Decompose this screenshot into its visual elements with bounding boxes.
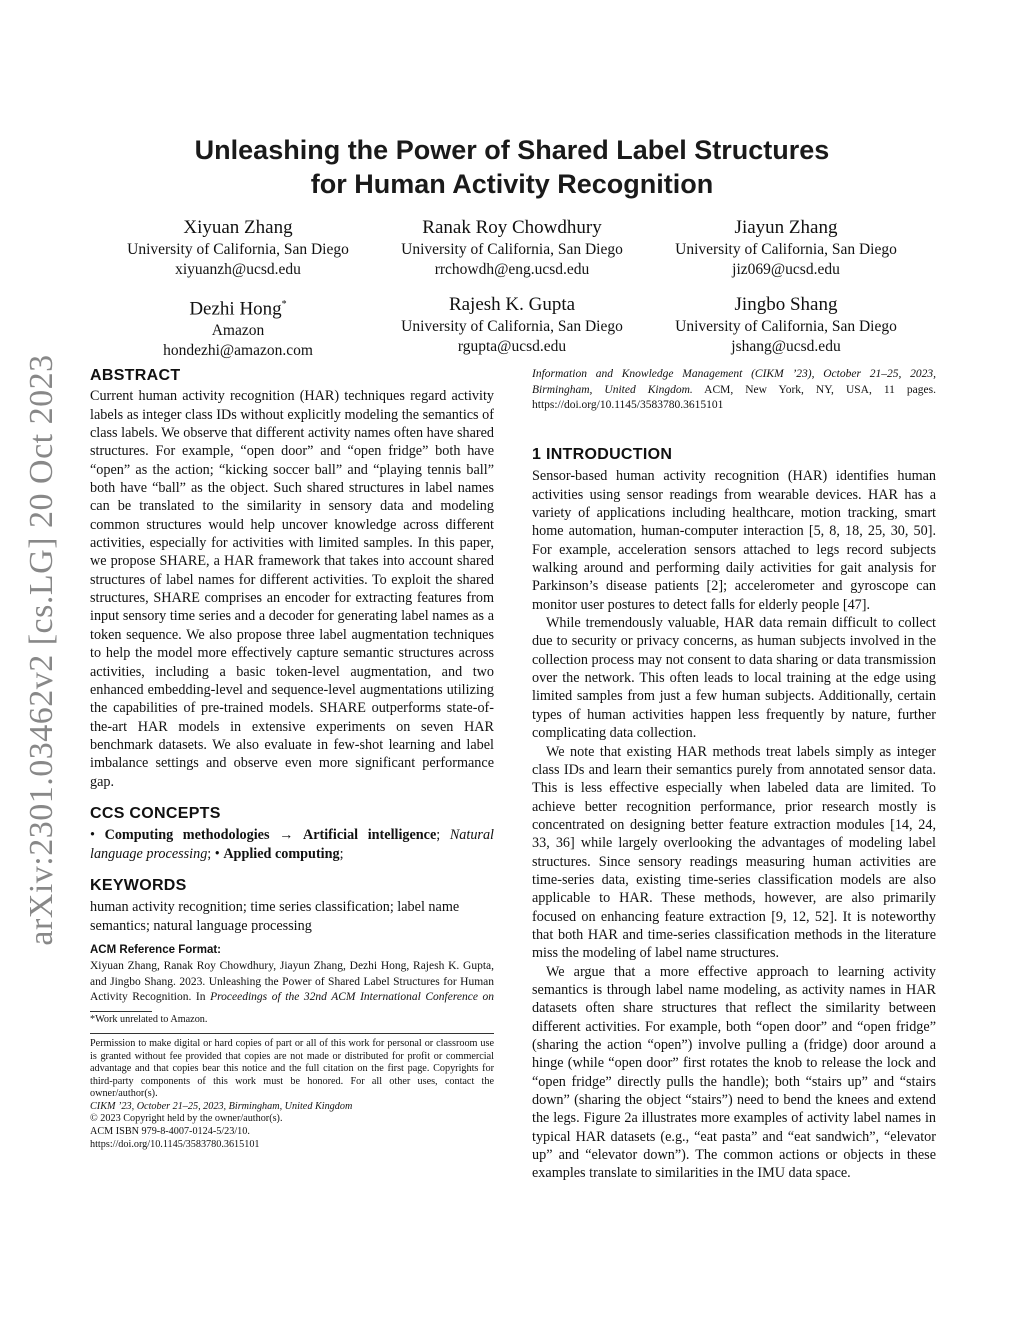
- left-column: [90, 367, 494, 1151]
- author-block: [382, 293, 642, 356]
- acm-reference-heading: ACM Reference Format:: [90, 943, 221, 956]
- author-block: [656, 293, 916, 356]
- doi-link[interactable]: https://doi.org/10.1145/3583780.3615101: [90, 1138, 260, 1150]
- author-block: [382, 216, 642, 279]
- intro-paragraph: While tremendously valuable, HAR data remain difficult to collect due to security or privacy concerns, as human subjects involved in the collection process may not consent to data sharing or data transmission over the network. This often leads to local training at the edge using limited samples from just a few human subjects. Additionally, certain types of human activities happen less frequently by nature, further complicating data collection.: [532, 615, 936, 742]
- ccs-term: Natural language processing: [90, 827, 494, 862]
- copyright-line: © 2023 Copyright held by the owner/author(s).: [90, 1113, 283, 1125]
- ccs-concepts: • Computing methodologies → Artificial intelligence; Natural language processing; • Applied computing;: [90, 827, 494, 862]
- ccs-term: Applied computing: [223, 845, 340, 862]
- author-affiliation: University of California, San Diego: [127, 241, 349, 258]
- intro-paragraph: Sensor-based human activity recognition (HAR) identifies human activities using sensor readings from wearable devices. HAR has a variety of applications including healthcare, motion tracking, smart home automation, human-computer interaction [5, 8, 18, 25, 30, 50]. For example, acceleration sensors attached to legs record subjects walking around and performing daily activities for gait analysis for Parkinson’s disease patients [2]; accelerometer and gyroscope can monitor user postures to detect falls for elderly people [47].: [532, 468, 936, 613]
- isbn-line: ACM ISBN 979-8-4007-0124-5/23/10.: [90, 1126, 250, 1138]
- abstract-text: Current human activity recognition (HAR) techniques regard activity labels as integer class IDs without explicitly modeling the semantics of class labels. We observe that different activity names often have shared structures. For example, “open door” and “open fridge” both have “open” as the action; “kicking soccer ball” and “playing tennis ball” both have “ball” as the object. Such shared structures in label names can be translated to the similarity in sensory data and modeling common structures would help uncover knowledge across different activities, especially for activities with limited samples. In this paper, we propose SHARE, a HAR framework that takes into account shared structures of label names for different activities. To exploit the shared structures, SHARE comprises an encoder for extracting features from input sensory time series and a decoder for generating label names as a token sequence. We also propose three label augmentation techniques to help the model more effectively capture semantic structures across activities, including a basic token-level augmentation, and two enhanced embedding-level and sequence-level augmentations utilizing the capabilities of pre-trained models. SHARE outperforms state-of-the-art HAR models in extensive experiments on seven HAR benchmark datasets. We also evaluate in few-shot learning and label imbalance settings and observe even more significant performance gap.: [90, 388, 494, 790]
- author-block: [108, 293, 368, 360]
- author-email: jshang@ucsd.edu: [731, 337, 841, 355]
- footnote: *Work unrelated to Amazon.: [90, 1014, 208, 1026]
- author-name: Jingbo Shang: [734, 294, 838, 315]
- ccs-heading: CCS CONCEPTS: [90, 804, 221, 822]
- conference-line: CIKM ’23, October 21–25, 2023, Birmingham, United Kingdom: [90, 1100, 353, 1112]
- paper-title: [120, 133, 904, 201]
- acm-reference-text: Xiyuan Zhang, Ranak Roy Chowdhury, Jiayun Zhang, Dezhi Hong, Rajesh K. Gupta, and Jingbo Shang. 2023. Unleashing the Power of Shared Label Structures for Human Activity Recognition. In Proceedings of the 32nd ACM International Conference on: [90, 960, 494, 1004]
- author-affiliation: University of California, San Diego: [675, 241, 897, 258]
- author-affiliation: Amazon: [211, 322, 265, 340]
- acm-reference-continued: Information and Knowledge Management (CIKM ’23), October 21–25, 2023, Birmingham, United Kingdom. ACM, New York, NY, USA, 11 pages. https://doi.org/10.1145/3583780.3615101: [532, 368, 936, 412]
- keywords-text: human activity recognition; time series classification; label name semantics; natural language processing: [90, 899, 460, 934]
- ccs-term: Artificial intelligence: [302, 827, 437, 844]
- arxiv-id-text: arXiv:2301.03462v2 [cs.LG] 20 Oct 2023: [23, 354, 60, 946]
- author-block: [108, 216, 368, 279]
- title-line-1: Unleashing the Power of Shared Label Structures: [194, 135, 830, 165]
- author-block: [656, 216, 916, 279]
- author-name: Jiayun Zhang: [734, 217, 838, 238]
- author-name: Ranak Roy Chowdhury: [422, 217, 602, 238]
- author-affiliation: University of California, San Diego: [675, 318, 897, 335]
- right-column: [532, 367, 936, 1183]
- author-name: Xiyuan Zhang: [183, 217, 293, 238]
- author-email: xiyuanzh@ucsd.edu: [175, 260, 301, 278]
- intro-paragraph: We argue that a more effective approach to learning activity semantics is through label name modeling, as activity names in HAR datasets often share structures that reflect the similarity between different activities. For example, both “open door” and “open fridge” (sharing the action “open”) involve pulling a (fridge) door around a hinge (while “open door” first rotates the knob to release the lock and “open fridge” directly pulls the handle); both “stairs up” and “stairs down” (sharing the object “stairs”) need to bend the knees and extend the legs. Figure 2a illustrates more examples of activity label names in typical HAR datasets (e.g., “eat pasta” and “eat sandwich”, “elevator up” and “elevator down”). The common actions or objects in these examples translate to similarities in the IMU data space.: [532, 963, 936, 1182]
- ccs-term: Computing methodologies: [104, 827, 270, 844]
- author-email: rrchowdh@eng.ucsd.edu: [434, 260, 590, 278]
- author-affiliation: University of California, San Diego: [401, 318, 623, 335]
- author-name: Dezhi Hong*: [189, 298, 287, 320]
- permission-notice: Permission to make digital or hard copies of part or all of this work for personal or classroom use is granted without fee provided that copies are not made or distributed for profit or commercial advantage and that copies bear this notice and the full citation on the first page. Copyrights for third-party components of this work must be honored. For all other uses, contact the owner/author(s).: [90, 1037, 494, 1100]
- author-email: rgupta@ucsd.edu: [457, 337, 567, 355]
- author-name: Rajesh K. Gupta: [448, 294, 576, 315]
- intro-heading: 1 INTRODUCTION: [532, 446, 673, 463]
- author-email: hondezhi@amazon.com: [163, 341, 313, 359]
- author-email: jiz069@ucsd.edu: [732, 260, 840, 278]
- intro-paragraph: We note that existing HAR methods treat labels simply as integer class IDs and learn their semantics purely from annotated sensor data. This is less effective especially when labeled data are limited. To achieve better recognition performance, prior research mostly is concentrated on designing better feature extraction modules [14, 24, 33, 36] while largely overlooking the advantages of modeling label structures. Since sensory readings measuring human activities are time-series data, existing time-series classification models are also applicable to HAR. These methods, however, are also primarily focused on enhancing feature extraction [9, 12, 52]. It is noteworthy that both HAR and time-series classification methods in the literature miss the modeling of label name structures.: [532, 743, 936, 962]
- footnote-mark: *: [281, 299, 287, 310]
- keywords-heading: KEYWORDS: [90, 876, 187, 894]
- author-affiliation: University of California, San Diego: [401, 241, 623, 258]
- abstract-heading: ABSTRACT: [90, 367, 181, 384]
- arxiv-identifier: [22, 354, 62, 946]
- title-line-2: for Human Activity Recognition: [310, 169, 714, 199]
